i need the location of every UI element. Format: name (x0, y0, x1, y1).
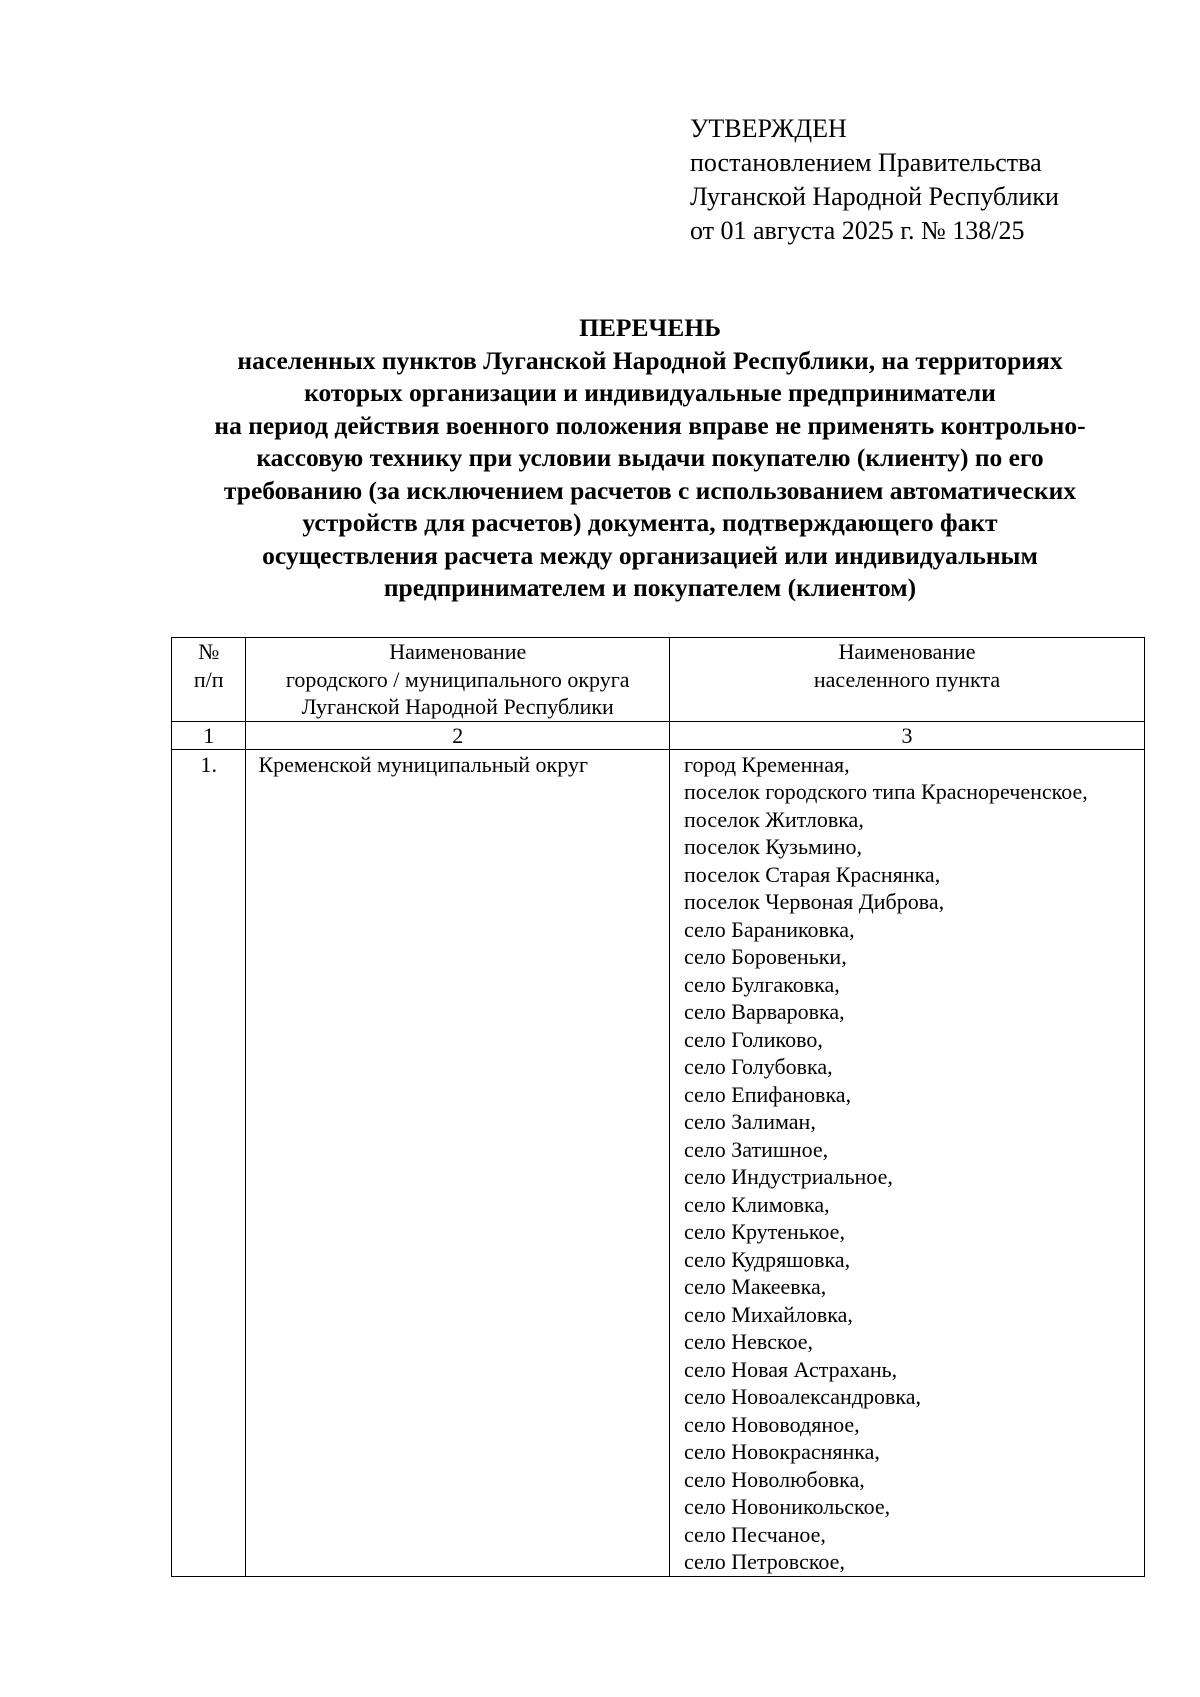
heading-line: предпринимателем и покупателем (клиентом) (383, 573, 917, 602)
column-number: 1 (172, 721, 246, 749)
settlement-item: село Бараниковка, (684, 916, 855, 942)
header-settlement-line: населенного пункта (813, 666, 1001, 692)
settlement-item: село Невское, (684, 1329, 814, 1354)
header-district-cell (246, 638, 670, 722)
heading-line: на период действия военного положения вправе не применять контрольно- (214, 410, 1086, 440)
settlement-item: город Кременная, (684, 751, 850, 777)
heading-line: осуществления расчета между организацией или индивидуальным (262, 540, 1038, 570)
header-settlement-line: Наименование (838, 639, 976, 664)
header-district-line: Наименование (389, 639, 527, 664)
approval-decree: постановлением Правительства (690, 148, 1042, 177)
document-heading (150, 312, 1150, 605)
header-district-line: городского / муниципального округа (285, 666, 630, 692)
settlement-item: село Голубовка, (684, 1054, 833, 1079)
settlement-item: село Булгаковка, (684, 971, 840, 997)
approval-stamp (690, 112, 1059, 248)
row-number: 1. (172, 749, 246, 1576)
heading-line: устройств для расчетов) документа, подтверждающего факт (302, 508, 998, 537)
header-number-line: п/п (193, 666, 224, 692)
heading-line: населенных пунктов Луганской Народной Республики, на территориях (237, 345, 1063, 375)
settlement-item: село Новая Астрахань, (684, 1356, 898, 1382)
column-number-row (172, 721, 1145, 749)
settlements-table (171, 637, 1145, 1577)
district-name: Кременской муниципальный округ (246, 749, 670, 1576)
settlement-item: село Затишное, (684, 1136, 829, 1162)
settlement-item: поселок Старая Краснянка, (684, 861, 941, 887)
header-district-line: Луганской Народной Республики (301, 694, 614, 719)
approval-date: от 01 августа 2025 г. № 138/25 (690, 216, 1025, 245)
settlement-item: село Боровеньки, (684, 944, 847, 969)
settlement-item: село Епифановка, (684, 1081, 852, 1107)
settlement-item: село Макеевка, (684, 1274, 827, 1299)
settlement-item: село Песчаное, (684, 1521, 826, 1547)
settlement-item: село Варваровка, (684, 999, 845, 1024)
heading-line: требованию (за исключением расчетов с использованием автоматических (223, 475, 1077, 505)
settlement-item: село Новолюбовка, (684, 1466, 865, 1492)
settlement-item: село Петровское, (684, 1549, 845, 1574)
settlement-item: поселок Кузьмино, (684, 834, 862, 859)
heading-line: которых организации и индивидуальные предприниматели (304, 378, 996, 407)
settlement-item: село Новокраснянка, (684, 1439, 880, 1464)
header-number-line: № (198, 639, 220, 664)
settlement-item: село Новоникольское, (684, 1494, 891, 1519)
settlement-item: село Голиково, (684, 1026, 823, 1052)
settlement-item: село Климовка, (684, 1191, 830, 1217)
settlement-item: село Новоалександровка, (684, 1384, 922, 1409)
settlement-item: село Залиман, (684, 1109, 816, 1134)
settlement-list (670, 749, 1145, 1576)
column-number: 3 (670, 721, 1145, 749)
settlement-item: поселок Житловка, (684, 806, 864, 832)
settlement-item: село Михайловка, (684, 1301, 853, 1327)
header-settlement-cell (670, 638, 1145, 722)
settlement-item: поселок Червоная Диброва, (684, 889, 945, 914)
approval-republic: Луганской Народной Республики (690, 182, 1059, 211)
table-row (172, 749, 1145, 1576)
document-title: ПЕРЕЧЕНЬ (579, 313, 721, 342)
column-number: 2 (246, 721, 670, 749)
header-number-cell (172, 638, 246, 722)
settlement-item: поселок городского типа Краснореченское, (684, 779, 1088, 804)
heading-line: кассовую технику при условии выдачи покупателю (клиенту) по его (256, 443, 1044, 472)
settlement-item: село Индустриальное, (684, 1164, 893, 1189)
approval-title: УТВЕРЖДЕН (690, 114, 847, 143)
settlement-item: село Крутенькое, (684, 1219, 845, 1244)
table-header-row (172, 638, 1145, 722)
settlement-item: село Нововодяное, (684, 1411, 860, 1437)
settlement-item: село Кудряшовка, (684, 1246, 851, 1272)
